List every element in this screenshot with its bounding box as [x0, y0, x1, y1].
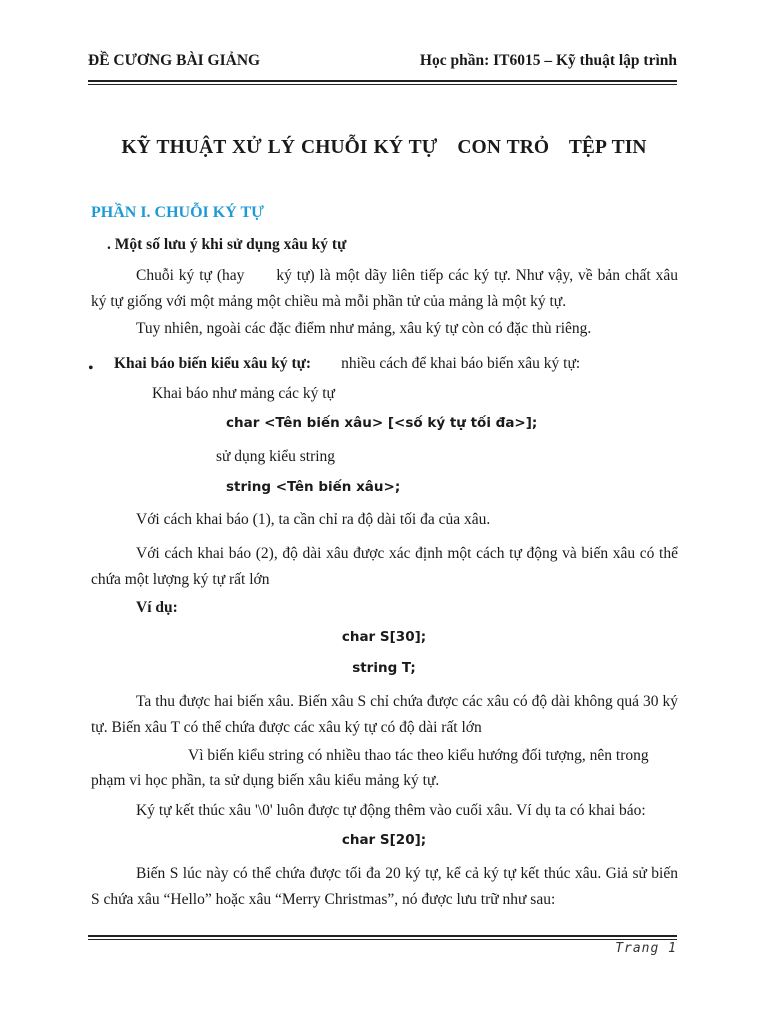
section-title: PHẦN I. CHUỖI KÝ TỰ [91, 204, 264, 221]
code-line-2: string T; [352, 660, 416, 676]
bullet-icon: • [88, 360, 94, 377]
title-part-3: TỆP TIN [568, 137, 647, 158]
paragraph-4: Với cách khai báo (2), độ dài xâu được xác định một cách tự động và biến xâu có thể chứa một lượng ký tự rất lớn [91, 545, 678, 588]
declaration-2-code: string <Tên biến xâu>; [226, 479, 401, 495]
paragraph-6-a: Vì biến kiểu string có nhiều thao tác theo kiểu hướng đối tượng, nên trong [188, 747, 649, 764]
example-label: Ví dụ: [136, 599, 178, 616]
paragraph-2: Tuy nhiên, ngoài các đặc điểm như mảng, xâu ký tự còn có đặc thù riêng. [136, 320, 592, 337]
title-part-1: KỸ THUẬT XỬ LÝ CHUỖI KÝ TỰ [121, 137, 438, 158]
page-number: Trang 1 [615, 941, 677, 956]
paragraph-1-a: Chuỗi ký tự (hay [136, 267, 245, 284]
declaration-1-code: char <Tên biến xâu> [<số ký tự tối đa>]; [226, 415, 538, 431]
code-line-1: char S[30]; [341, 629, 427, 645]
code-line-3: char S[20]; [341, 832, 427, 848]
declaration-2-label: sử dụng kiểu string [216, 448, 336, 465]
header-right: Học phần: IT6015 – Kỹ thuật lập trình [419, 52, 677, 69]
paragraph-6-b: phạm vi học phần, ta sử dụng biến xâu kiểu mảng ký tự. [91, 772, 440, 789]
header-rule-thin [88, 84, 677, 85]
bullet-label: Khai báo biến kiểu xâu ký tự: [114, 355, 312, 372]
page-title [0, 137, 768, 159]
paragraph-7: Ký tự kết thúc xâu '\0' luôn được tự động thêm vào cuối xâu. Ví dụ ta có khai báo: [136, 802, 646, 819]
subheading: . Một số lưu ý khi sử dụng xâu ký tự [107, 236, 347, 253]
header-rule [88, 80, 677, 82]
bullet-item [114, 356, 580, 372]
declaration-1-label: Khai báo như mảng các ký tự [152, 385, 335, 402]
paragraph-3: Với cách khai báo (1), ta cần chỉ ra độ dài tối đa của xâu. [136, 511, 491, 528]
bullet-text: nhiều cách để khai báo biến xâu ký tự: [341, 355, 581, 372]
paragraph-1 [91, 263, 678, 315]
paragraph-8: Biến S lúc này có thể chứa được tối đa 20 ký tự, kể cả ký tự kết thúc xâu. Giả sử biến S chứa xâu “Hello” hoặc xâu “Merry Christmas”, nó được lưu trữ như sau: [91, 865, 678, 908]
paragraph-1-b: ký tự) là một dãy liên tiếp các ký tự. Như vậy, về bản chất xâu ký tự giống với một mảng một chiều mà mỗi phần tử của mảng là một ký tự. [91, 267, 678, 310]
header-left: ĐỀ CƯƠNG BÀI GIẢNG [88, 52, 261, 69]
footer-rule-thin [88, 939, 677, 940]
footer-rule [88, 935, 677, 937]
page-header [88, 52, 677, 70]
paragraph-5: Ta thu được hai biến xâu. Biến xâu S chỉ chứa được các xâu có độ dài không quá 30 ký tự. Biến xâu T có thể chứa được các xâu ký tự có độ dài rất lớn [91, 693, 678, 736]
title-part-2: CON TRỎ [457, 137, 550, 158]
